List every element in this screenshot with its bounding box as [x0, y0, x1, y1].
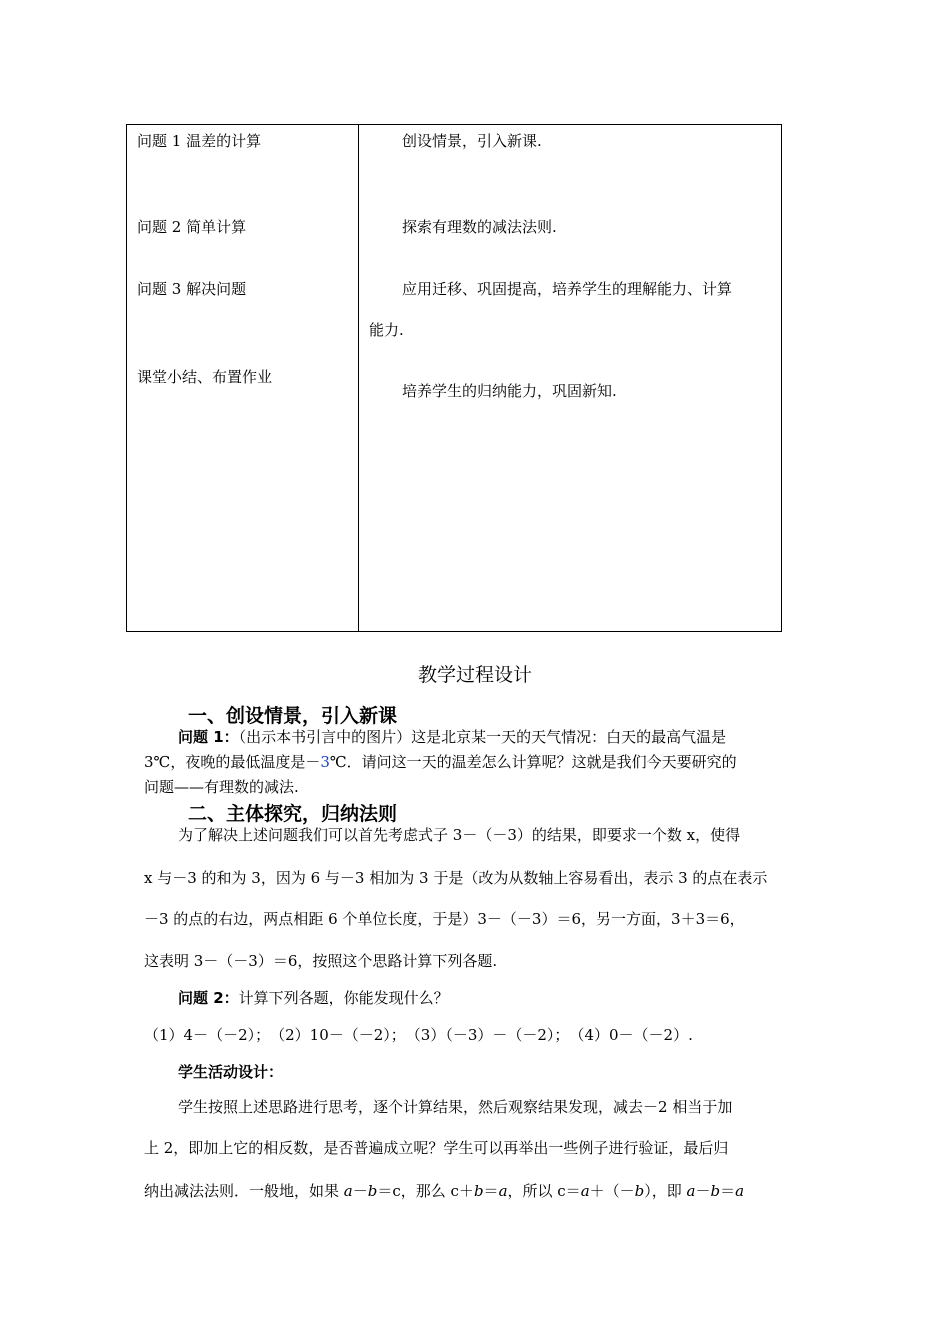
- question-2-line: [178, 987, 449, 1008]
- section-heading-1: 一、创设情景，引入新课: [188, 705, 398, 727]
- question-1-line-2-highlight: 3: [320, 753, 330, 771]
- question-1-line-2: [144, 751, 737, 772]
- rule-text-e: ＝c，那么 c＋: [377, 1182, 474, 1200]
- paragraph-1-line-2: x 与－3 的和为 3，因为 6 与－3 相加为 3 于是（改为从数轴上容易看出，表示 3 的点在表示: [144, 869, 768, 887]
- rule-var-b4: b: [710, 1182, 721, 1200]
- page-title: 教学过程设计: [417, 664, 532, 686]
- paragraph-2-line-2: 上 2，即加上它的相反数，是否普遍成立呢？学生可以再举出一些例子进行验证，最后归: [144, 1139, 729, 1157]
- table-right-item-3-cont: 能力.: [369, 321, 404, 339]
- rule-text-a: 纳出减法法则．一般地，如果: [144, 1182, 344, 1200]
- paragraph-1-line-3: －3 的点的右边，两点相距 6 个单位长度，于是）3－（－3）＝6，另一方面，3＋3＝6，: [144, 910, 745, 928]
- rule-text-c: －: [352, 1182, 368, 1200]
- rule-var-b2: b: [473, 1182, 484, 1200]
- table-right-item-4: 培养学生的归纳能力，巩固新知.: [402, 382, 617, 400]
- paragraph-1-line-4: 这表明 3－（－3）＝6，按照这个思路计算下列各题.: [144, 952, 498, 970]
- rule-var-b3: b: [634, 1182, 645, 1200]
- rule-text-k: ＋（－: [589, 1182, 635, 1200]
- rule-var-a5: a: [735, 1182, 745, 1200]
- rule-var-a2: a: [498, 1182, 508, 1200]
- paragraph-2-line-3: [144, 1180, 744, 1201]
- question-2-label: 问题 2：: [178, 989, 239, 1007]
- table-column-divider: [358, 125, 359, 631]
- table-left-item-3: 问题 3 解决问题: [137, 280, 247, 298]
- exercise-list: （1）4－（－2）； （2）10－（－2）； （3）（－3）－（－2）； （4）0－（－2）.: [144, 1026, 693, 1044]
- table-left-item-1: 问题 1 温差的计算: [137, 132, 262, 150]
- rule-text-m: ），即: [644, 1182, 687, 1200]
- table-right-item-2: 探索有理数的减法法则.: [402, 218, 557, 236]
- table-left-item-4: 课堂小结、布置作业: [137, 368, 273, 386]
- student-activity-label: 学生活动设计：: [178, 1063, 284, 1081]
- rule-text-o: －: [695, 1182, 711, 1200]
- question-1-text: （出示本书引言中的图片）这是北京某一天的天气情况：白天的最高气温是: [238, 728, 727, 746]
- rule-text-g: ＝: [483, 1182, 499, 1200]
- table-left-item-2: 问题 2 简单计算: [137, 218, 247, 236]
- question-1-label: 问题 1：: [178, 728, 239, 746]
- table-right-item-3: 应用迁移、巩固提高，培养学生的理解能力、计算: [402, 280, 733, 298]
- table-right-item-1: 创设情景，引入新课.: [402, 132, 542, 150]
- rule-var-a3: a: [580, 1182, 590, 1200]
- question-1-line-1: [178, 726, 726, 747]
- question-2-text: 计算下列各题，你能发现什么？: [238, 989, 449, 1007]
- rule-var-a1: a: [343, 1182, 353, 1200]
- question-1-line-2-part-c: ℃．请问这一天的温差怎么计算呢？这就是我们今天要研究的: [329, 753, 737, 771]
- paragraph-2-line-1: 学生按照上述思路进行思考，逐个计算结果，然后观察结果发现，减去－2 相当于加: [178, 1098, 733, 1116]
- paragraph-1-line-1: 为了解决上述问题我们可以首先考虑式子 3－（－3）的结果，即要求一个数 x，使得: [178, 826, 741, 844]
- question-1-line-2-part-a: 3℃，夜晚的最低温度是－: [144, 753, 321, 771]
- rule-var-a4: a: [686, 1182, 696, 1200]
- rule-text-q: ＝: [720, 1182, 736, 1200]
- rule-text-i: ，所以 c＝: [507, 1182, 581, 1200]
- section-heading-2: 二、主体探究，归纳法则: [188, 803, 398, 825]
- rule-var-b1: b: [367, 1182, 378, 1200]
- question-1-line-3: 问题——有理数的减法.: [144, 778, 299, 796]
- lesson-outline-table: [126, 124, 782, 632]
